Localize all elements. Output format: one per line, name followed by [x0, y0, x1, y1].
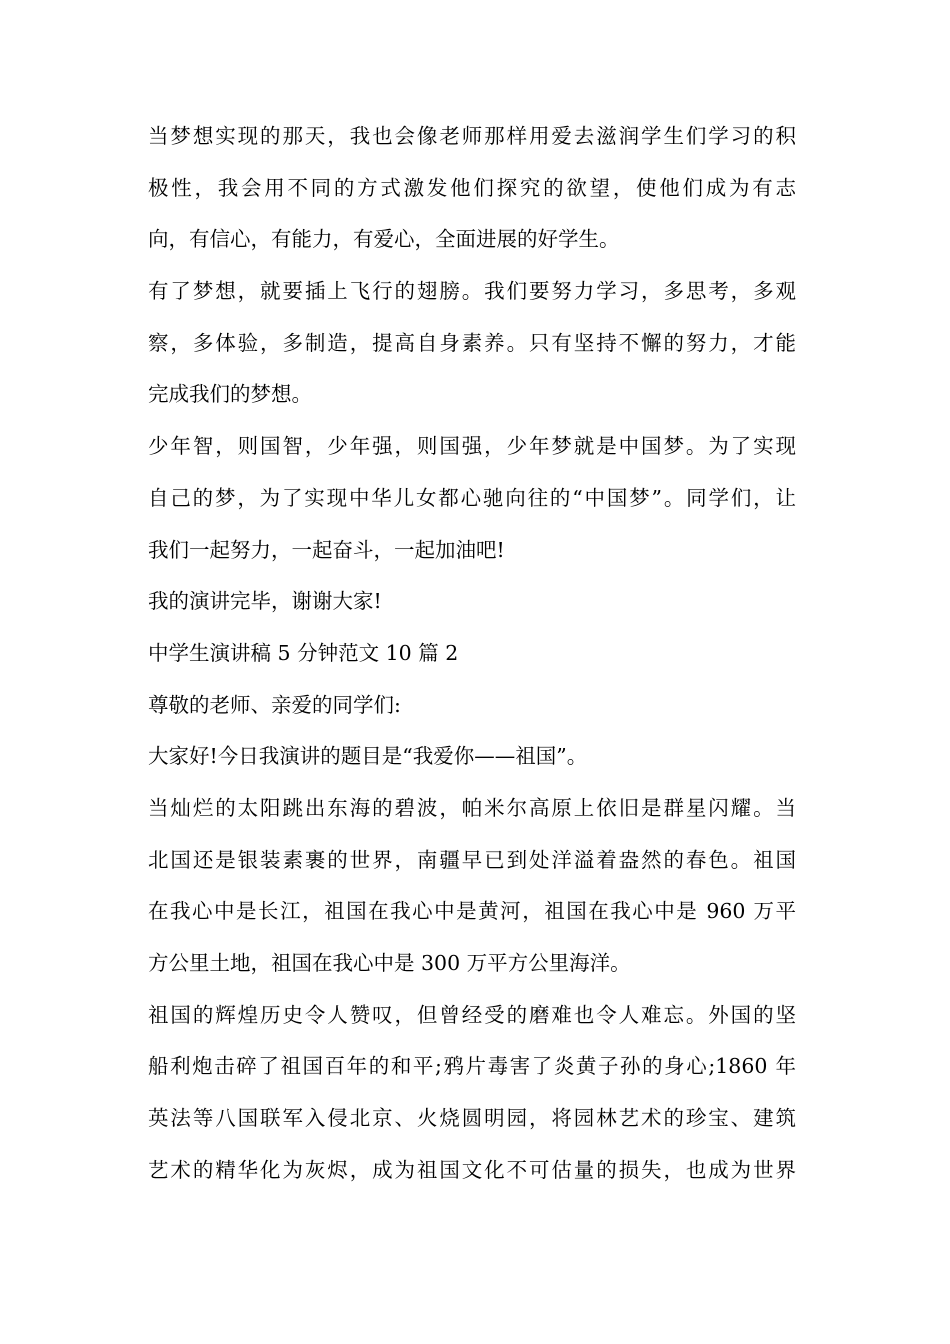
paragraph-salutation: [148, 680, 808, 732]
text-line: 英法等八国联军入侵北京、火烧圆明园，将园林艺术的珍宝、建筑: [148, 1106, 796, 1131]
text-line: 极性，我会用不同的方式激发他们探究的欲望，使他们成为有志: [148, 175, 796, 200]
text-line: 在我心中是长江，祖国在我心中是黄河，祖国在我心中是 960 万平: [148, 899, 796, 924]
document-body: [148, 111, 808, 1196]
text-line: 当灿烂的太阳跳出东海的碧波，帕米尔高原上依旧是群星闪耀。当: [148, 795, 796, 820]
paragraph-history: [148, 990, 808, 1197]
text-line: 祖国的辉煌历史令人赞叹，但曾经受的磨难也令人难忘。外国的坚: [148, 1002, 796, 1027]
paragraph-dream-teacher: [148, 111, 808, 266]
text-line: 我们一起努力，一起奋斗，一起加油吧!: [148, 537, 505, 562]
section-title: 中学生演讲稿 5 分钟范文 10 篇 2: [148, 640, 459, 665]
text-line: 当梦想实现的那天，我也会像老师那样用爱去滋润学生们学习的积: [148, 124, 796, 148]
paragraph-china-dream: [148, 421, 808, 576]
section-heading: [148, 628, 808, 680]
text-line: 艺术的精华化为灰烬，成为祖国文化不可估量的损失，也成为世界: [148, 1157, 796, 1182]
text-line: 自己的梦，为了实现中华儿女都心驰向往的“中国梦”。同学们，让: [148, 485, 796, 510]
text-line: 完成我们的梦想。: [148, 382, 312, 407]
paragraph-wings: [148, 266, 808, 421]
text-line: 少年智，则国智，少年强，则国强，少年梦就是中国梦。为了实现: [148, 434, 796, 459]
paragraph-motherland: [148, 783, 808, 990]
paragraph-greeting: [148, 731, 808, 783]
text-line: 有了梦想，就要插上飞行的翅膀。我们要努力学习，多思考，多观: [148, 279, 796, 304]
text-line: 船利炮击碎了祖国百年的和平;鸦片毒害了炎黄子孙的身心;1860 年: [148, 1054, 796, 1079]
text-line: 向，有信心，有能力，有爱心，全面进展的好学生。: [148, 227, 620, 252]
paragraph-closing: [148, 576, 808, 628]
text-line: 我的演讲完毕，谢谢大家!: [148, 589, 382, 614]
salutation: 尊敬的老师、亲爱的同学们:: [148, 692, 401, 717]
text-line: 北国还是银装素裹的世界，南疆早已到处洋溢着盎然的春色。祖国: [148, 847, 796, 872]
text-line: 察，多体验，多制造，提高自身素养。只有坚持不懈的努力，才能: [148, 330, 796, 355]
text-line: 大家好!今日我演讲的题目是“我爱你——祖国”。: [148, 744, 588, 769]
text-line: 方公里土地，祖国在我心中是 300 万平方公里海洋。: [148, 951, 631, 975]
